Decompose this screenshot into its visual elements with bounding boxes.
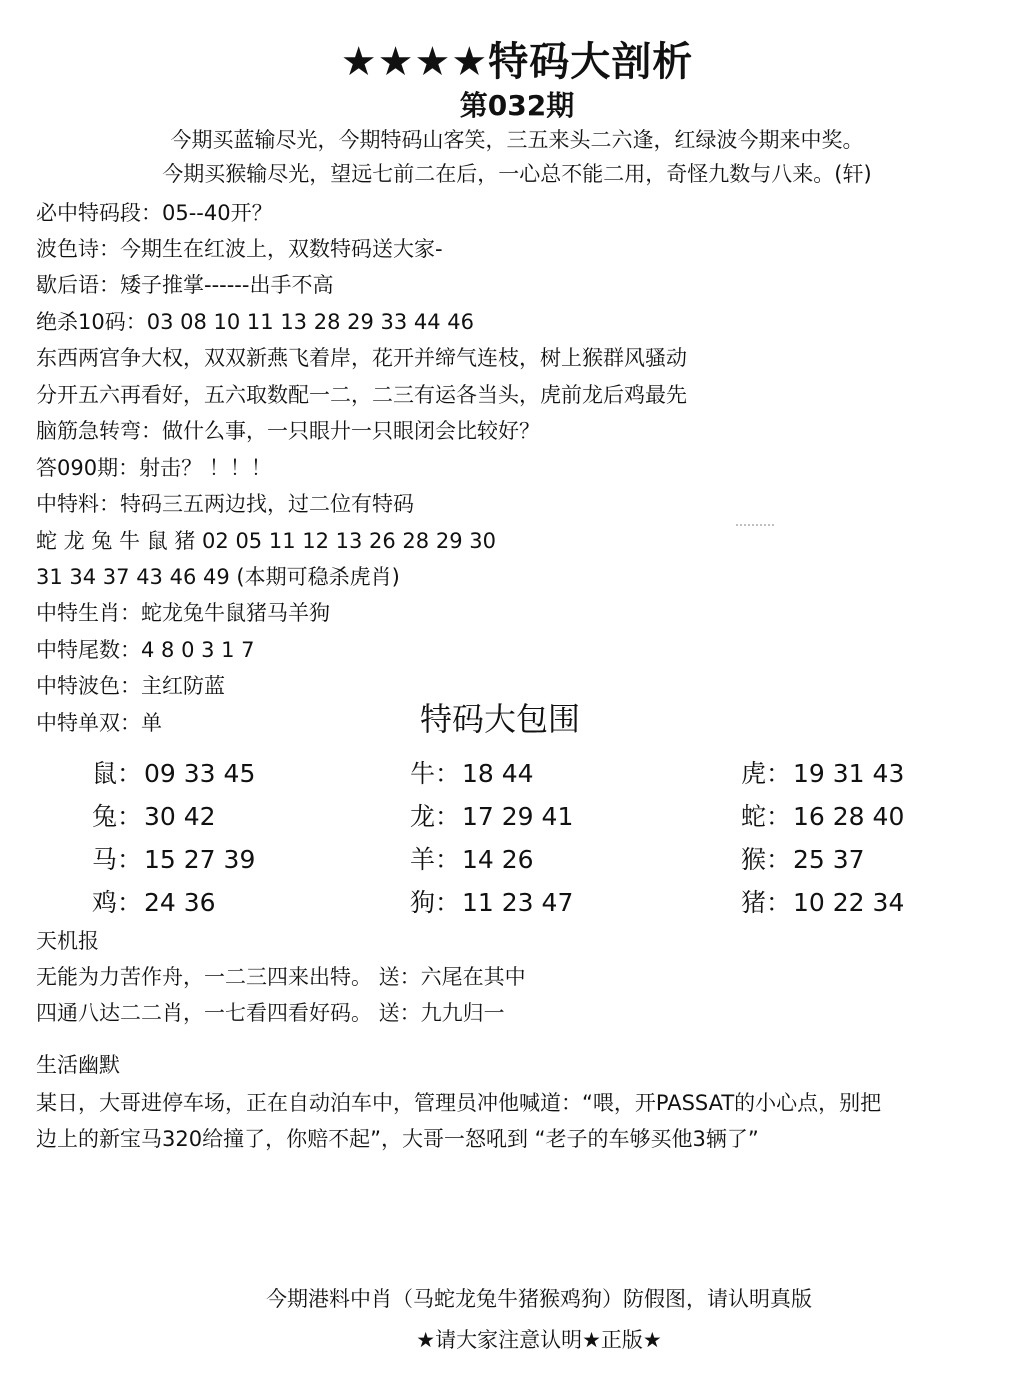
zodiac-entry (92, 885, 216, 921)
info-label: 中特单双： (36, 711, 141, 735)
info-line (36, 307, 474, 337)
info-value: 蛇龙兔牛鼠猪马羊狗 (141, 601, 330, 625)
info-value: 矮子推掌------出手不高 (120, 273, 334, 297)
info-line (36, 198, 273, 228)
humor-line: 某日，大哥进停车场，正在自动泊车中，管理员冲他喊道：“喂，开PASSAT的小心点，别把 (36, 1091, 882, 1115)
zodiac-numbers: 30 42 (144, 802, 216, 831)
info-label: 中特尾数： (36, 638, 141, 662)
encirclement-title: 特码大包围 (419, 700, 580, 738)
zodiac-numbers: 16 28 40 (793, 802, 905, 831)
humor-line: 边上的新宝马320给撞了，你赔不起”，大哥一怒吼到 “老子的车够买他3辆了” (36, 1127, 759, 1151)
info-value: 03 08 10 11 13 28 29 33 44 46 (146, 310, 475, 334)
info-label: 绝杀10码： (36, 310, 147, 334)
zodiac-entry (410, 799, 573, 835)
info-label: 歇后语： (36, 273, 120, 297)
footer-notice: 今期港料中肖（马蛇龙兔牛猪猴鸡狗）防假图，请认明真版 (266, 1287, 812, 1311)
info-value: 特码三五两边找，过二位有特码 (120, 492, 414, 516)
zodiac-entry (410, 885, 573, 921)
info-value: 4 8 0 3 1 7 (141, 638, 255, 662)
zodiac-name: 虎： (741, 759, 792, 788)
page-title: ★★★★特码大剖析 (340, 39, 694, 85)
zodiac-name: 马： (92, 845, 143, 874)
zodiac-numbers: 19 31 43 (793, 759, 905, 788)
info-value: 单 (141, 711, 162, 735)
info-label: 脑筋急转弯： (36, 419, 162, 443)
footer-authentic-notice: ★请大家注意认明★正版★ (416, 1328, 662, 1352)
zodiac-name: 蛇： (741, 802, 792, 831)
info-line (36, 234, 443, 264)
zodiac-numbers: 17 29 41 (462, 802, 574, 831)
zodiac-name: 猪： (741, 888, 792, 917)
zodiac-entry (410, 756, 534, 792)
info-line (36, 453, 272, 483)
zodiac-numbers: 09 33 45 (144, 759, 256, 788)
info-value: 05--40开？ (162, 201, 273, 225)
zodiac-numbers: 10 22 34 (793, 888, 905, 917)
info-line (36, 343, 687, 373)
tianji-heading: 天机报 (36, 929, 99, 953)
info-value: 主红防蓝 (141, 674, 225, 698)
info-value: 今期生在红波上，双数特码送大家- (120, 237, 443, 261)
zodiac-numbers: 11 23 47 (462, 888, 574, 917)
info-value: 分开五六再看好，五六取数配一二，二三有运各当头，虎前龙后鸡最先 (36, 383, 687, 407)
zodiac-entry (92, 842, 255, 878)
zodiac-name: 牛： (410, 759, 461, 788)
info-value: 蛇 龙 兔 牛 鼠 猪 02 05 11 12 13 26 28 29 30 (36, 529, 496, 553)
zodiac-name: 猴： (741, 845, 792, 874)
info-line (36, 635, 255, 665)
info-label: 中特生肖： (36, 601, 141, 625)
info-value: 31 34 37 43 46 49 (本期可稳杀虎肖) (36, 565, 400, 589)
info-line (36, 416, 540, 446)
zodiac-numbers: 24 36 (144, 888, 216, 917)
zodiac-numbers: 18 44 (462, 759, 534, 788)
zodiac-name: 鸡： (92, 888, 143, 917)
zodiac-entry (741, 756, 904, 792)
info-label: 必中特码段： (36, 201, 162, 225)
zodiac-entry (410, 842, 534, 878)
info-line (36, 526, 496, 556)
zodiac-name: 羊： (410, 845, 461, 874)
zodiac-entry (741, 842, 865, 878)
humor-heading: 生活幽默 (36, 1053, 120, 1077)
zodiac-numbers: 15 27 39 (144, 845, 256, 874)
info-line (36, 489, 414, 519)
zodiac-name: 兔： (92, 802, 143, 831)
scan-speck (736, 524, 774, 528)
zodiac-entry (741, 799, 904, 835)
zodiac-name: 龙： (410, 802, 461, 831)
info-value: 做什么事，一只眼廾一只眼闭会比较好？ (162, 419, 540, 443)
info-label: 波色诗： (36, 237, 120, 261)
zodiac-numbers: 25 37 (793, 845, 865, 874)
zodiac-name: 鼠： (92, 759, 143, 788)
info-line (36, 270, 333, 300)
info-line (36, 598, 330, 628)
intro-poem-line: 今期买蓝输尽光，今期特码山客笑，三五来头二六逢，红绿波今期来中奖。 (170, 128, 864, 152)
info-label: 中特料： (36, 492, 120, 516)
info-line (36, 380, 687, 410)
issue-number: 第032期 (459, 89, 575, 122)
zodiac-numbers: 14 26 (462, 845, 534, 874)
info-label: 中特波色： (36, 674, 141, 698)
zodiac-entry (92, 799, 216, 835)
info-label: 答090期： (36, 456, 140, 480)
zodiac-entry (92, 756, 255, 792)
zodiac-entry (741, 885, 904, 921)
info-value: 东西两宫争大权，双双新燕飞着岸，花开并缔气连枝，树上猴群风骚动 (36, 346, 687, 370)
info-value: 射击？ ！！！ (139, 456, 272, 480)
zodiac-name: 狗： (410, 888, 461, 917)
info-line (36, 562, 400, 592)
tianji-line: 四通八达二二肖，一七看四看好码。 送：九九归一 (36, 1001, 505, 1025)
intro-poem-line: 今期买猴输尽光，望远七前二在后，一心总不能二用，奇怪九数与八来。(轩) (162, 162, 872, 186)
tianji-line: 无能为力苦作舟，一二三四来出特。 送：六尾在其中 (36, 965, 526, 989)
